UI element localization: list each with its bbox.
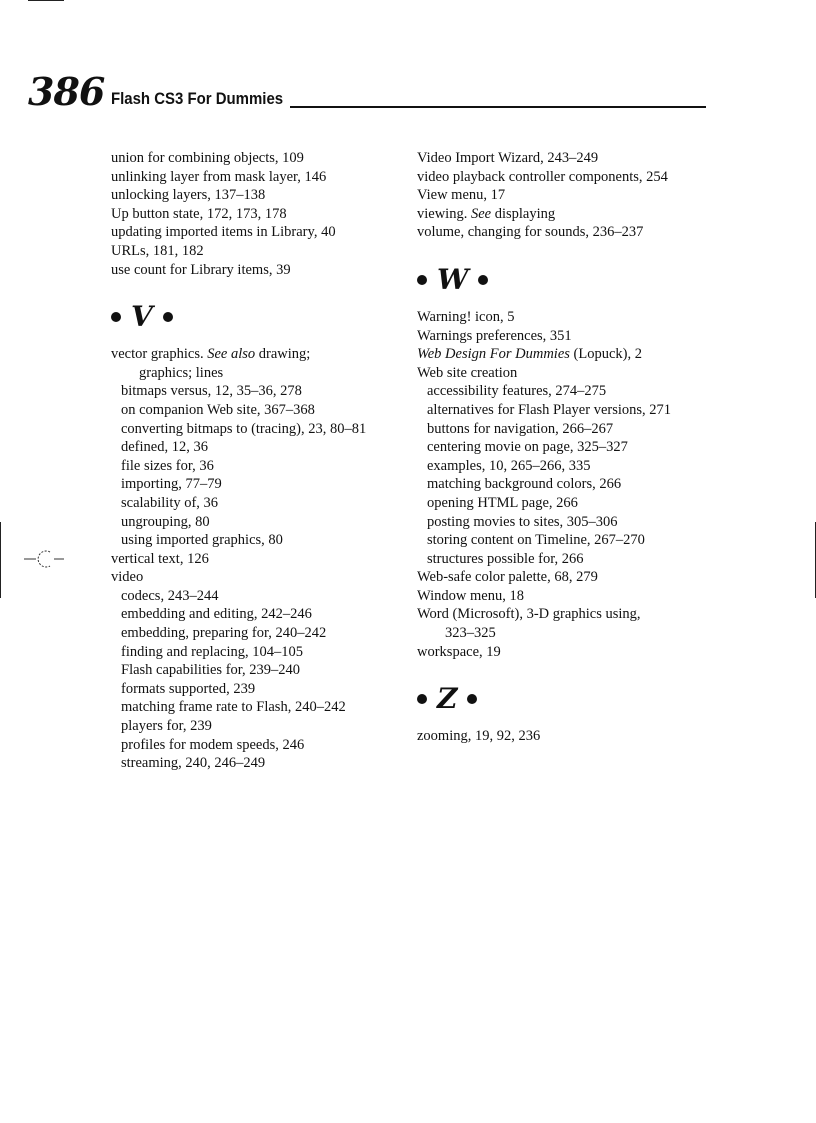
letter-heading — [417, 671, 717, 727]
crop-mark-top — [28, 0, 64, 1]
entry-text: Warnings preferences, 351 — [417, 327, 572, 344]
entry-text: updating imported items in Library, 40 — [111, 224, 336, 241]
index-subentry — [417, 438, 717, 457]
index-subentry — [111, 754, 406, 773]
entry-text: zooming, 19, 92, 236 — [417, 728, 541, 745]
index-entry — [417, 205, 717, 224]
entry-text: converting bitmaps to (tracing), 23, 80–81 — [121, 420, 367, 437]
header-rule — [290, 106, 706, 108]
index-subentry — [111, 382, 406, 401]
entry-italic: Web Design For Dummies — [417, 346, 570, 363]
index-entry — [111, 261, 406, 280]
crop-mark-left — [0, 522, 1, 598]
index-entry — [417, 308, 717, 327]
index-entry — [111, 149, 406, 168]
entry-text: Up button state, 172, 173, 178 — [111, 205, 287, 222]
entry-text-after: drawing; — [255, 346, 311, 363]
index-subentry — [111, 438, 406, 457]
index-entry — [111, 364, 406, 383]
index-column-right — [417, 149, 717, 746]
index-subentry — [417, 475, 717, 494]
entry-text: buttons for navigation, 266–267 — [427, 420, 614, 437]
index-entry — [417, 327, 717, 346]
index-column-left — [111, 149, 406, 773]
index-entry — [417, 149, 717, 168]
index-entry — [417, 587, 717, 606]
letter-heading — [417, 252, 717, 308]
index-subentry — [111, 531, 406, 550]
index-entry — [417, 643, 717, 662]
entry-text: Web-safe color palette, 68, 279 — [417, 569, 598, 586]
index-subentry — [111, 605, 406, 624]
entry-text: streaming, 240, 246–249 — [121, 755, 266, 772]
entry-text: alternatives for Flash Player versions, 271 — [427, 401, 672, 418]
index-entry — [417, 186, 717, 205]
index-entry — [111, 345, 406, 364]
index-subentry — [111, 457, 406, 476]
index-subentry — [417, 401, 717, 420]
entry-text: centering movie on page, 325–327 — [427, 439, 628, 456]
entry-text: use count for Library items, 39 — [111, 261, 291, 278]
entry-text: workspace, 19 — [417, 643, 501, 660]
index-entry — [417, 345, 717, 364]
entry-text: posting movies to sites, 305–306 — [427, 513, 618, 530]
entry-text: graphics; lines — [139, 364, 224, 381]
entry-italic: See also — [207, 346, 256, 363]
entry-text: vertical text, 126 — [111, 550, 209, 567]
bullet-icon — [163, 312, 173, 322]
entry-text: formats supported, 239 — [121, 680, 256, 697]
index-entry — [417, 168, 717, 187]
entry-text: URLs, 181, 182 — [111, 242, 204, 259]
index-subentry — [111, 420, 406, 439]
index-entry — [111, 242, 406, 261]
entry-text: viewing. — [417, 205, 471, 222]
entry-text: embedding and editing, 242–246 — [121, 606, 312, 623]
index-entry — [417, 223, 717, 242]
entry-text: scalability of, 36 — [121, 494, 219, 511]
bullet-icon — [478, 275, 488, 285]
entry-text: matching background colors, 266 — [427, 476, 622, 493]
entry-text: accessibility features, 274–275 — [427, 383, 607, 400]
running-head-title: Flash CS3 For Dummies — [111, 89, 284, 108]
index-entry — [417, 568, 717, 587]
index-entry — [111, 223, 406, 242]
entry-text: defined, 12, 36 — [121, 439, 208, 456]
entry-text: volume, changing for sounds, 236–237 — [417, 224, 644, 241]
index-subentry — [111, 513, 406, 532]
index-entry — [111, 168, 406, 187]
letter-heading-letter: V — [131, 300, 153, 334]
entry-text: unlocking layers, 137–138 — [111, 187, 266, 204]
index-entry — [111, 186, 406, 205]
index-entry — [111, 205, 406, 224]
entry-text: vector graphics. — [111, 346, 208, 363]
entry-text: file sizes for, 36 — [121, 457, 214, 474]
index-subentry — [111, 475, 406, 494]
index-entry — [417, 727, 717, 746]
letter-heading-letter: W — [437, 262, 469, 296]
bullet-icon — [111, 312, 121, 322]
index-subentry — [111, 698, 406, 717]
entry-text: using imported graphics, 80 — [121, 532, 283, 549]
index-entry — [417, 605, 717, 624]
entry-text: ungrouping, 80 — [121, 513, 210, 530]
entry-text: on companion Web site, 367–368 — [121, 401, 315, 418]
bullet-icon — [417, 694, 427, 704]
index-entry — [417, 624, 717, 643]
entry-text: profiles for modem speeds, 246 — [121, 736, 305, 753]
entry-text: union for combining objects, 109 — [111, 150, 304, 166]
entry-text: unlinking layer from mask layer, 146 — [111, 168, 327, 185]
entry-text: Window menu, 18 — [417, 587, 524, 604]
index-subentry — [417, 531, 717, 550]
entry-italic: See — [470, 205, 492, 222]
index-entry — [417, 364, 717, 383]
entry-text-after: (Lopuck), 2 — [569, 346, 642, 363]
entry-text: video playback controller components, 254 — [417, 168, 668, 185]
index-subentry — [111, 717, 406, 736]
letter-heading — [111, 289, 406, 345]
index-subentry — [111, 494, 406, 513]
index-subentry — [111, 680, 406, 699]
index-subentry — [111, 587, 406, 606]
entry-text-after: displaying — [491, 205, 556, 222]
index-subentry — [111, 624, 406, 643]
index-subentry — [111, 736, 406, 755]
entry-text: structures possible for, 266 — [427, 550, 584, 567]
index-entry — [111, 568, 406, 587]
entry-text: Word (Microsoft), 3-D graphics using, — [417, 606, 641, 623]
entry-text: video — [111, 569, 144, 586]
entry-text: Flash capabilities for, 239–240 — [121, 662, 301, 679]
index-subentry — [417, 382, 717, 401]
entry-text: Warning! icon, 5 — [417, 308, 515, 325]
registration-mark-icon — [16, 549, 68, 569]
entry-text: storing content on Timeline, 267–270 — [427, 532, 645, 549]
entry-text: opening HTML page, 266 — [427, 494, 578, 511]
index-subentry — [417, 494, 717, 513]
entry-text: players for, 239 — [121, 718, 212, 735]
index-subentry — [111, 643, 406, 662]
entry-text: examples, 10, 265–266, 335 — [427, 457, 591, 474]
index-entry — [111, 550, 406, 569]
entry-text: View menu, 17 — [417, 187, 506, 204]
entry-text: Video Import Wizard, 243–249 — [417, 150, 599, 166]
index-subentry — [417, 513, 717, 532]
entry-text: matching frame rate to Flash, 240–242 — [121, 699, 346, 716]
index-subentry — [111, 661, 406, 680]
bullet-icon — [417, 275, 427, 285]
entry-text: importing, 77–79 — [121, 476, 222, 493]
entry-text: embedding, preparing for, 240–242 — [121, 625, 327, 642]
entry-text: Web site creation — [417, 364, 518, 381]
index-subentry — [417, 457, 717, 476]
index-subentry — [111, 401, 406, 420]
entry-text: finding and replacing, 104–105 — [121, 643, 304, 660]
entry-text: 323–325 — [445, 625, 496, 642]
index-subentry — [417, 550, 717, 569]
entry-text: codecs, 243–244 — [121, 587, 219, 604]
letter-heading-letter: Z — [437, 682, 458, 716]
index-subentry — [417, 420, 717, 439]
page-number: 386 — [28, 69, 105, 114]
entry-text: bitmaps versus, 12, 35–36, 278 — [121, 383, 302, 400]
bullet-icon — [467, 694, 477, 704]
